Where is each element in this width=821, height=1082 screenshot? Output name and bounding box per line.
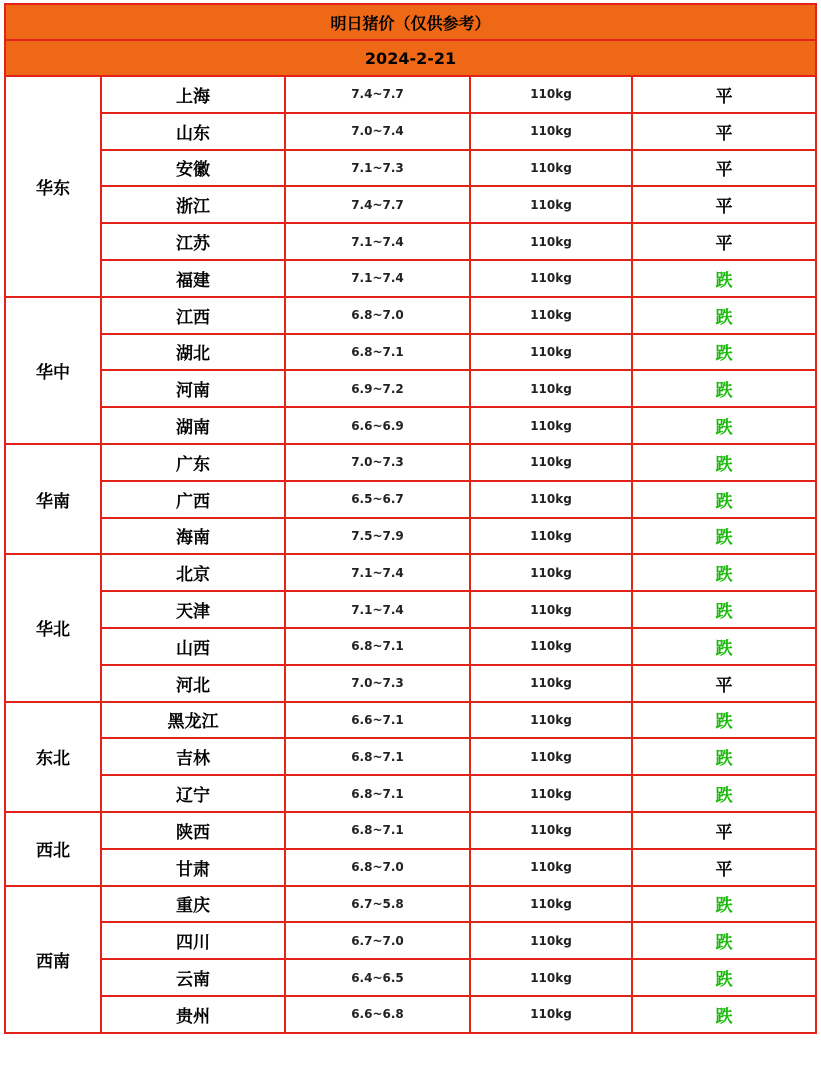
trend-cell: 跌 [632, 297, 816, 334]
trend-cell: 平 [632, 665, 816, 702]
weight-cell: 110kg [470, 996, 632, 1033]
table-row [5, 260, 816, 297]
price-range-cell: 7.0~7.3 [285, 665, 470, 702]
trend-cell: 跌 [632, 775, 816, 812]
weight-cell: 110kg [470, 334, 632, 371]
province-cell: 河南 [101, 370, 285, 407]
trend-cell: 跌 [632, 628, 816, 665]
weight-cell: 110kg [470, 444, 632, 481]
price-range-cell: 6.8~7.1 [285, 775, 470, 812]
region-name: 东北 [5, 702, 101, 812]
price-range-cell: 6.8~7.1 [285, 334, 470, 371]
province-cell: 山西 [101, 628, 285, 665]
trend-cell: 跌 [632, 886, 816, 923]
price-range-cell: 6.8~7.0 [285, 297, 470, 334]
trend-cell: 跌 [632, 481, 816, 518]
trend-cell: 跌 [632, 334, 816, 371]
price-range-cell: 7.4~7.7 [285, 186, 470, 223]
trend-cell: 跌 [632, 591, 816, 628]
trend-cell: 平 [632, 186, 816, 223]
table-row [5, 150, 816, 187]
trend-cell: 跌 [632, 554, 816, 591]
price-range-cell: 7.0~7.4 [285, 113, 470, 150]
trend-cell: 跌 [632, 702, 816, 739]
trend-cell: 平 [632, 223, 816, 260]
price-range-cell: 7.5~7.9 [285, 518, 470, 555]
weight-cell: 110kg [470, 775, 632, 812]
weight-cell: 110kg [470, 886, 632, 923]
weight-cell: 110kg [470, 407, 632, 444]
table-row [5, 444, 816, 481]
table-date: 2024-2-21 [5, 40, 816, 76]
price-range-cell: 6.7~5.8 [285, 886, 470, 923]
trend-cell: 跌 [632, 922, 816, 959]
trend-cell: 跌 [632, 407, 816, 444]
region-name: 西北 [5, 812, 101, 886]
weight-cell: 110kg [470, 554, 632, 591]
weight-cell: 110kg [470, 76, 632, 113]
weight-cell: 110kg [470, 591, 632, 628]
province-cell: 陕西 [101, 812, 285, 849]
table-row [5, 591, 816, 628]
trend-cell: 跌 [632, 996, 816, 1033]
price-range-cell: 6.7~7.0 [285, 922, 470, 959]
weight-cell: 110kg [470, 113, 632, 150]
price-range-cell: 6.6~7.1 [285, 702, 470, 739]
weight-cell: 110kg [470, 186, 632, 223]
weight-cell: 110kg [470, 481, 632, 518]
weight-cell: 110kg [470, 922, 632, 959]
price-range-cell: 7.1~7.4 [285, 260, 470, 297]
province-cell: 北京 [101, 554, 285, 591]
province-cell: 贵州 [101, 996, 285, 1033]
weight-cell: 110kg [470, 665, 632, 702]
weight-cell: 110kg [470, 150, 632, 187]
table-row [5, 297, 816, 334]
price-table-container [4, 3, 815, 1034]
weight-cell: 110kg [470, 370, 632, 407]
table-row [5, 922, 816, 959]
table-row [5, 554, 816, 591]
trend-cell: 跌 [632, 738, 816, 775]
trend-cell: 跌 [632, 370, 816, 407]
province-cell: 广西 [101, 481, 285, 518]
table-row [5, 738, 816, 775]
province-cell: 四川 [101, 922, 285, 959]
table-row [5, 959, 816, 996]
price-range-cell: 6.4~6.5 [285, 959, 470, 996]
province-cell: 海南 [101, 518, 285, 555]
table-row [5, 113, 816, 150]
price-range-cell: 6.8~7.1 [285, 812, 470, 849]
trend-cell: 跌 [632, 260, 816, 297]
price-range-cell: 6.9~7.2 [285, 370, 470, 407]
table-row [5, 812, 816, 849]
title-row [5, 4, 816, 40]
table-row [5, 76, 816, 113]
region-name: 华中 [5, 297, 101, 444]
province-cell: 甘肃 [101, 849, 285, 886]
province-cell: 浙江 [101, 186, 285, 223]
trend-cell: 跌 [632, 959, 816, 996]
weight-cell: 110kg [470, 260, 632, 297]
province-cell: 江西 [101, 297, 285, 334]
province-cell: 江苏 [101, 223, 285, 260]
province-cell: 黑龙江 [101, 702, 285, 739]
price-range-cell: 7.0~7.3 [285, 444, 470, 481]
province-cell: 辽宁 [101, 775, 285, 812]
table-row [5, 223, 816, 260]
table-row [5, 665, 816, 702]
price-range-cell: 6.8~7.1 [285, 738, 470, 775]
table-row [5, 518, 816, 555]
table-row [5, 481, 816, 518]
weight-cell: 110kg [470, 628, 632, 665]
weight-cell: 110kg [470, 518, 632, 555]
table-row [5, 407, 816, 444]
province-cell: 山东 [101, 113, 285, 150]
price-range-cell: 7.1~7.4 [285, 554, 470, 591]
weight-cell: 110kg [470, 812, 632, 849]
region-name: 西南 [5, 886, 101, 1033]
weight-cell: 110kg [470, 738, 632, 775]
weight-cell: 110kg [470, 297, 632, 334]
trend-cell: 平 [632, 150, 816, 187]
weight-cell: 110kg [470, 959, 632, 996]
province-cell: 天津 [101, 591, 285, 628]
region-name: 华南 [5, 444, 101, 554]
province-cell: 广东 [101, 444, 285, 481]
table-row [5, 849, 816, 886]
table-row [5, 996, 816, 1033]
table-row [5, 186, 816, 223]
province-cell: 云南 [101, 959, 285, 996]
price-range-cell: 6.5~6.7 [285, 481, 470, 518]
table-row [5, 775, 816, 812]
trend-cell: 平 [632, 849, 816, 886]
region-name: 华东 [5, 76, 101, 297]
province-cell: 湖北 [101, 334, 285, 371]
price-range-cell: 6.8~7.0 [285, 849, 470, 886]
price-range-cell: 6.6~6.8 [285, 996, 470, 1033]
price-range-cell: 7.1~7.4 [285, 223, 470, 260]
table-row [5, 628, 816, 665]
province-cell: 河北 [101, 665, 285, 702]
table-row [5, 334, 816, 371]
province-cell: 福建 [101, 260, 285, 297]
price-range-cell: 7.1~7.3 [285, 150, 470, 187]
price-range-cell: 6.8~7.1 [285, 628, 470, 665]
price-range-cell: 6.6~6.9 [285, 407, 470, 444]
price-range-cell: 7.1~7.4 [285, 591, 470, 628]
table-row [5, 702, 816, 739]
table-title: 明日猪价（仅供参考） [5, 4, 816, 40]
trend-cell: 跌 [632, 518, 816, 555]
province-cell: 吉林 [101, 738, 285, 775]
trend-cell: 平 [632, 113, 816, 150]
weight-cell: 110kg [470, 849, 632, 886]
trend-cell: 平 [632, 76, 816, 113]
region-name: 华北 [5, 554, 101, 701]
table-row [5, 886, 816, 923]
province-cell: 湖南 [101, 407, 285, 444]
pig-price-table [4, 3, 817, 1034]
province-cell: 重庆 [101, 886, 285, 923]
province-cell: 上海 [101, 76, 285, 113]
trend-cell: 平 [632, 812, 816, 849]
trend-cell: 跌 [632, 444, 816, 481]
province-cell: 安徽 [101, 150, 285, 187]
weight-cell: 110kg [470, 223, 632, 260]
price-range-cell: 7.4~7.7 [285, 76, 470, 113]
weight-cell: 110kg [470, 702, 632, 739]
date-row [5, 40, 816, 76]
table-row [5, 370, 816, 407]
